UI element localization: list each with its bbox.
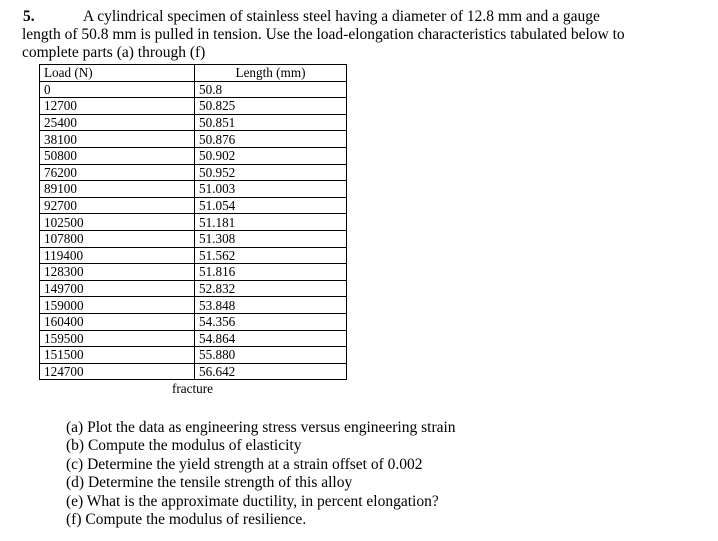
load-cell: 151500 bbox=[40, 347, 195, 364]
problem-text-1: A cylindrical specimen of stainless steel having a diameter of 12.8 mm and a gauge bbox=[83, 8, 600, 25]
table-row bbox=[40, 181, 347, 198]
table-row bbox=[40, 147, 347, 164]
table-row bbox=[40, 247, 347, 264]
question-e: (e) What is the approximate ductility, in percent elongation? bbox=[66, 492, 439, 510]
table-row bbox=[40, 280, 347, 297]
table-row bbox=[40, 347, 347, 364]
length-cell: 55.880 bbox=[195, 347, 347, 364]
length-cell: 51.308 bbox=[195, 230, 347, 247]
load-cell: 159000 bbox=[40, 297, 195, 314]
table-row bbox=[40, 197, 347, 214]
load-cell: 149700 bbox=[40, 280, 195, 297]
problem-statement bbox=[22, 8, 692, 62]
table-row bbox=[40, 164, 347, 181]
table-row bbox=[40, 313, 347, 330]
table-row bbox=[40, 297, 347, 314]
length-cell: 54.356 bbox=[195, 313, 347, 330]
load-cell: 38100 bbox=[40, 131, 195, 148]
length-cell: 50.851 bbox=[195, 114, 347, 131]
table-row bbox=[40, 214, 347, 231]
load-cell: 92700 bbox=[40, 197, 195, 214]
length-cell: 52.832 bbox=[195, 280, 347, 297]
table-row bbox=[40, 230, 347, 247]
load-cell: 124700 bbox=[40, 363, 195, 380]
fracture-label: fracture bbox=[172, 381, 213, 396]
table-row bbox=[40, 264, 347, 281]
question-a: (a) Plot the data as engineering stress versus engineering strain bbox=[66, 419, 456, 436]
length-cell: 54.864 bbox=[195, 330, 347, 347]
table-row bbox=[40, 114, 347, 131]
length-cell: 51.003 bbox=[195, 181, 347, 198]
question-f: (f) Compute the modulus of resilience. bbox=[66, 511, 307, 529]
problem-line-1 bbox=[22, 8, 692, 26]
question-d: (d) Determine the tensile strength of this alloy bbox=[66, 474, 353, 492]
column-header-load: Load (N) bbox=[40, 65, 195, 82]
problem-number: 5. bbox=[23, 8, 35, 25]
length-cell: 51.816 bbox=[195, 264, 347, 281]
load-cell: 160400 bbox=[40, 313, 195, 330]
load-cell: 89100 bbox=[40, 181, 195, 198]
length-cell: 51.562 bbox=[195, 247, 347, 264]
table-row bbox=[40, 81, 347, 98]
question-c: (c) Determine the yield strength at a strain offset of 0.002 bbox=[66, 455, 423, 473]
column-header-length: Length (mm) bbox=[195, 65, 347, 82]
length-cell: 50.8 bbox=[195, 81, 347, 98]
length-cell: 50.902 bbox=[195, 147, 347, 164]
load-cell: 102500 bbox=[40, 214, 195, 231]
load-cell: 50800 bbox=[40, 147, 195, 164]
length-cell: 51.054 bbox=[195, 197, 347, 214]
length-cell: 51.181 bbox=[195, 214, 347, 231]
problem-line-2: length of 50.8 mm is pulled in tension. Use the load-elongation characteristics tabulated below to bbox=[22, 26, 625, 43]
table-row bbox=[40, 131, 347, 148]
load-cell: 159500 bbox=[40, 330, 195, 347]
problem-line-3: complete parts (a) through (f) bbox=[22, 44, 206, 61]
load-cell: 0 bbox=[40, 81, 195, 98]
load-cell: 12700 bbox=[40, 98, 195, 115]
load-length-table bbox=[39, 64, 347, 380]
question-b: (b) Compute the modulus of elasticity bbox=[66, 437, 302, 455]
length-cell: 50.876 bbox=[195, 131, 347, 148]
length-cell: 50.952 bbox=[195, 164, 347, 181]
table-body bbox=[40, 81, 347, 380]
table-row bbox=[40, 363, 347, 380]
table-header-row bbox=[40, 65, 347, 82]
length-cell: 50.825 bbox=[195, 98, 347, 115]
load-cell: 76200 bbox=[40, 164, 195, 181]
load-cell: 128300 bbox=[40, 264, 195, 281]
load-cell: 25400 bbox=[40, 114, 195, 131]
question-list bbox=[66, 419, 456, 529]
table-row bbox=[40, 98, 347, 115]
load-cell: 107800 bbox=[40, 230, 195, 247]
length-cell: 53.848 bbox=[195, 297, 347, 314]
load-cell: 119400 bbox=[40, 247, 195, 264]
table-row bbox=[40, 330, 347, 347]
length-cell: 56.642 bbox=[195, 363, 347, 380]
